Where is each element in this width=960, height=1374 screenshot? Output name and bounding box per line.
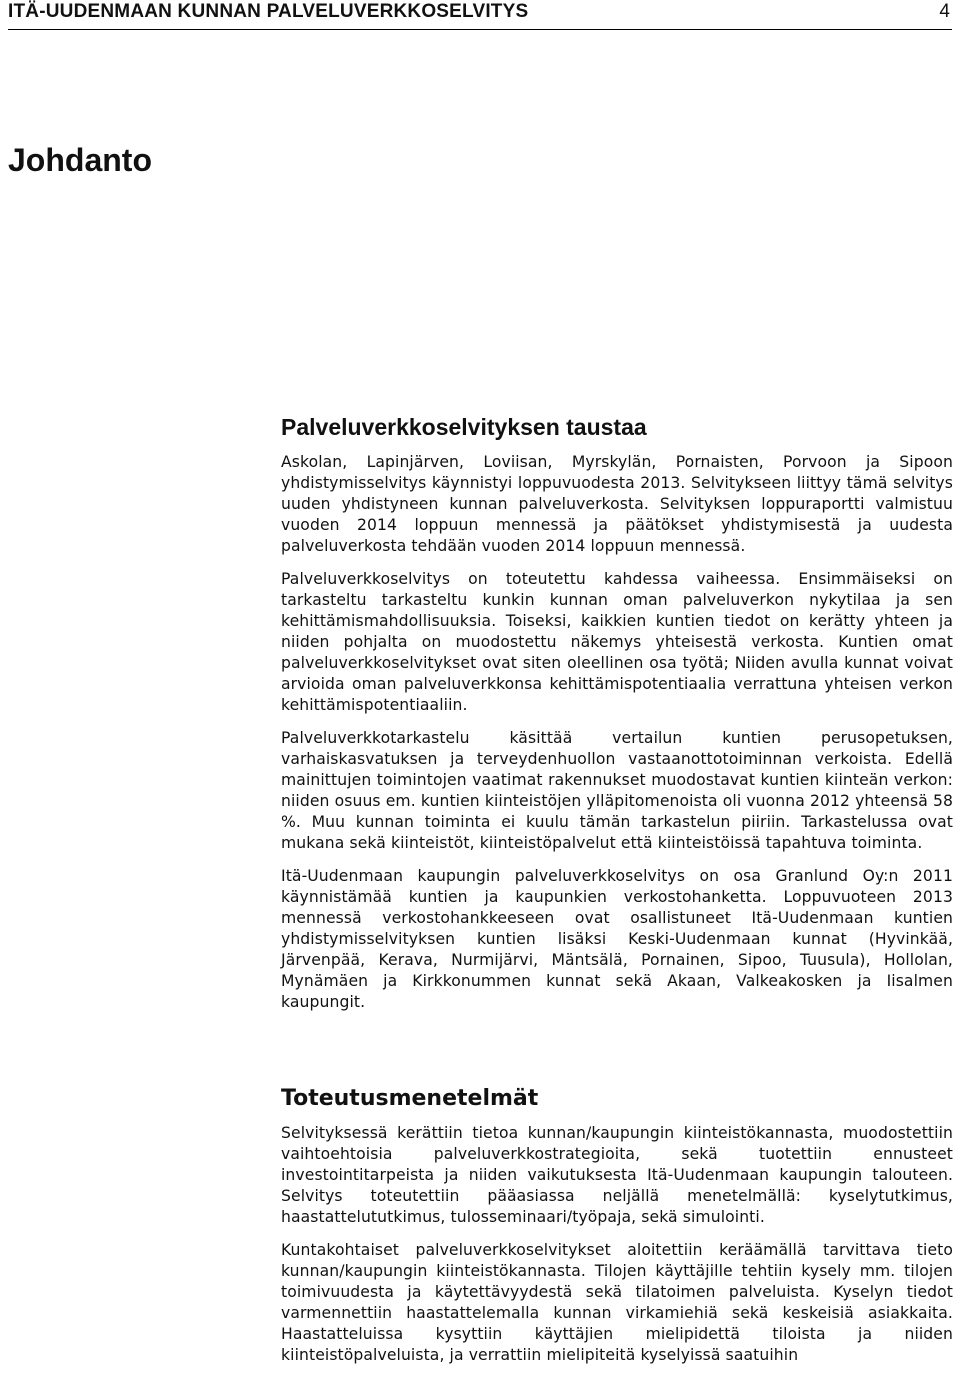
paragraph-background-2: Palveluverkkoselvitys on toteutettu kahdessa vaiheessa. Ensimmäiseksi on tarkasteltu tarkasteltu kunkin kunnan oman palveluverkon nykytilaa ja sen kehittämismahdollisuuksia. Toiseksi, kaikkien kuntien tiedot on kerätty yhteen ja niiden pohjalta on muodostettu näkemys yhteisestä verkosta. Kuntien omat palveluverkkoselvitykset ovat siten oleellinen osa työtä; Niiden avulla kunnat voivat arvioida oman palveluverkkonsa kehittämispotentiaalia verrattuna yhteisen verkon kehittämispotentiaaliin. [281, 570, 953, 714]
section-heading-background: Palveluverkkoselvityksen taustaa [281, 414, 647, 440]
section-heading-methods: Toteutusmenetelmät [281, 1086, 539, 1111]
paragraph-background-4: Itä-Uudenmaan kaupungin palveluverkkoselvitys on osa Granlund Oy:n 2011 käynnistämää kuntien ja kaupunkien verkostohanketta. Loppuvuoteen 2013 mennessä verkostohankkeeseen ovat osallistuneet Itä-Uudenmaan kuntien yhdistymisselvityksen kuntien lisäksi Keski-Uudenmaan kunnat (Hyvinkää, Järvenpää, Kerava, Nurmijärvi, Mäntsälä, Pornainen, Sipoo, Tuusula), Hollolan, Mynämäen ja Kirkkonummen kunnat sekä Akaan, Valkeakosken ja Iisalmen kaupungit. [281, 867, 953, 1011]
paragraph-background-1: Askolan, Lapinjärven, Loviisan, Myrskylän, Pornaisten, Porvoon ja Sipoon yhdistymisselvitys käynnistyi loppuvuodesta 2013. Selvitykseen liittyy tämä selvitys uuden yhdistyneen kunnan palveluverkosta. Selvityksen loppuraportti valmistuu vuoden 2014 loppuun mennessä ja päätökset yhdistymisestä ja uudesta palveluverkosta tehdään vuoden 2014 loppuun mennessä. [281, 453, 953, 555]
page-number: 4 [939, 1, 950, 22]
running-header [8, 0, 952, 30]
chapter-title: Johdanto [8, 142, 152, 178]
section-methods [281, 1084, 953, 1366]
header-title: ITÄ-UUDENMAAN KUNNAN PALVELUVERKKOSELVITYS [8, 1, 529, 22]
section-background [281, 412, 953, 1013]
paragraph-methods-1: Selvityksessä kerättiin tietoa kunnan/kaupungin kiinteistökannasta, muodostettiin vaihtoehtoisia palveluverkkostrategioita, sekä tuotettiin ennusteet investointitarpeista ja niiden vaikutuksesta Itä-Uudenmaan kaupungin talouteen. Selvitys toteutettiin pääasiassa neljällä menetelmällä: kyselytutkimus, haastattelututkimus, tulosseminaari/työpaja, sekä simulointi. [281, 1124, 953, 1226]
paragraph-background-3: Palveluverkkotarkastelu käsittää vertailun kuntien perusopetuksen, varhaiskasvatuksen ja terveydenhuollon vastaanottotoiminnan verkoista. Edellä mainittujen toimintojen vaatimat rakennukset muodostavat kuntien kiinteän verkon: niiden osuus em. kuntien kiinteistöjen ylläpitomenoista oli vuonna 2012 yhteensä 58 %. Muu kunnan toiminta ei kuulu tämän tarkastelun piiriin. Tarkastelussa ovat mukana sekä kiinteistöt, kiinteistöpalvelut että kiinteistöissä tapahtuva toiminta. [281, 729, 953, 852]
paragraph-methods-2: Kuntakohtaiset palveluverkkoselvitykset aloitettiin keräämällä tarvittava tieto kunnan/kaupungin kiinteistökannasta. Tilojen käyttäjille tehtiin kysely mm. tilojen toimivuudesta ja käytettävyydestä sekä tilatoimen palveluista. Kyselyn tiedot varmennettiin haastattelemalla kunnan virkamiehiä sekä keskeisiä asiakkaita. Haastatteluissa kysyttiin käyttäjien mielipidettä tiloista ja niiden kiinteistöpalveluista, ja verrattiin mielipiteitä kyselyissä saatuihin [281, 1241, 953, 1364]
